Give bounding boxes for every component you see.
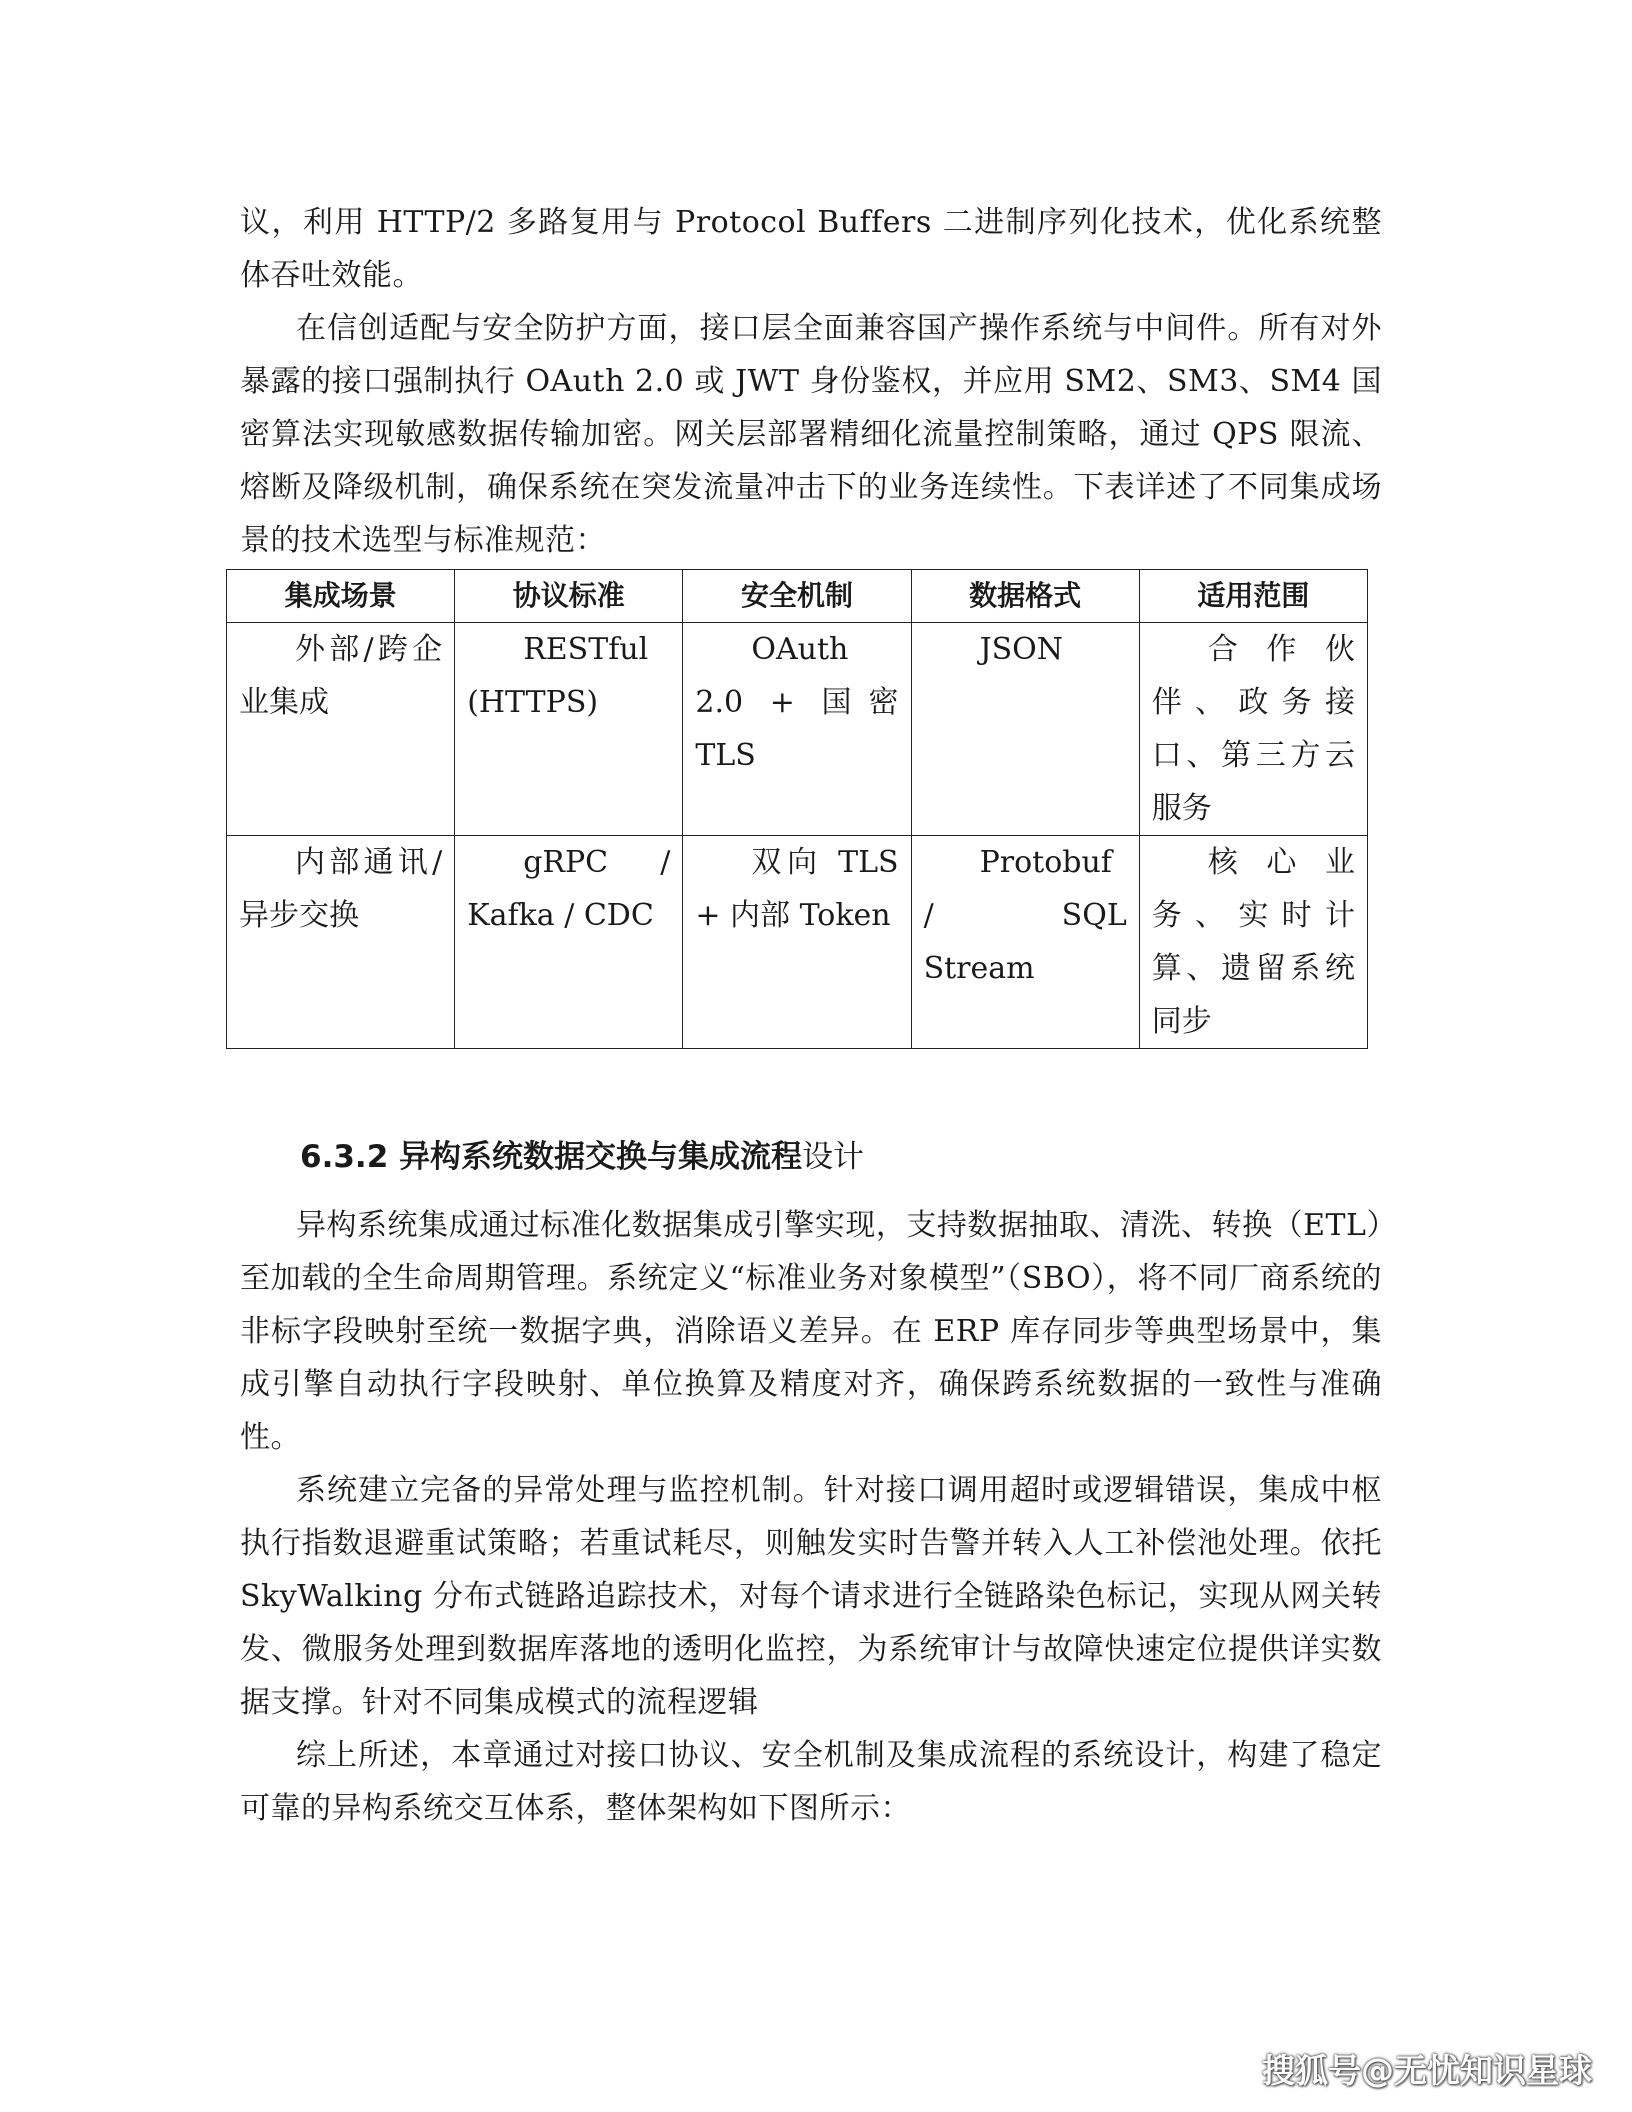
table-cell: 内部通讯/异步交换 (227, 836, 455, 1049)
table-cell: 双向 TLS + 内部 Token (683, 836, 911, 1049)
table-cell: 合作伙伴、政务接口、第三方云服务 (1139, 623, 1367, 836)
paragraph-summary: 综上所述，本章通过对接口协议、安全机制及集成流程的系统设计，构建了稳定可靠的异构系统交互体系，整体架构如下图所示： (240, 1738, 1382, 1826)
section-heading (300, 1133, 1382, 1181)
table-header-cell: 集成场景 (227, 570, 455, 623)
table-cell: RESTful (HTTPS) (455, 623, 683, 836)
table-row (227, 836, 1368, 1049)
watermark-text: 搜狐号@无忧知识星球 (1262, 2051, 1592, 2090)
section-title-normal: 设计 (802, 1139, 865, 1175)
document-page (240, 196, 1382, 1835)
table-cell: gRPC / Kafka / CDC (455, 836, 683, 1049)
table-cell: Protobuf / SQL Stream (911, 836, 1139, 1049)
table-cell: 外部/跨企业集成 (227, 623, 455, 836)
section-number: 6.3.2 (300, 1139, 389, 1175)
paragraph-security: 在信创适配与安全防护方面，接口层全面兼容国产操作系统与中间件。所有对外暴露的接口强制执行 OAuth 2.0 或 JWT 身份鉴权，并应用 SM2、SM3、SM4 国密算法实现敏感数据传输加密。网关层部署精细化流量控制策略，通过 QPS 限流、熔断及降级机制，确保系统在突发流量冲击下的业务连续性。下表详述了不同集成场景的技术选型与标准规范： (240, 311, 1382, 558)
table-header-cell: 适用范围 (1139, 570, 1367, 623)
table-header-cell: 安全机制 (683, 570, 911, 623)
table-header-cell: 数据格式 (911, 570, 1139, 623)
table-row (227, 623, 1368, 836)
table-cell: OAuth 2.0 + 国密 TLS (683, 623, 911, 836)
table-header-cell: 协议标准 (455, 570, 683, 623)
paragraph-continuation: 议，利用 HTTP/2 多路复用与 Protocol Buffers 二进制序列化技术，优化系统整体吞吐效能。 (240, 205, 1382, 293)
paragraph-monitoring: 系统建立完备的异常处理与监控机制。针对接口调用超时或逻辑错误，集成中枢执行指数退避重试策略；若重试耗尽，则触发实时告警并转入人工补偿池处理。依托 SkyWalking 分布式链路追踪技术，对每个请求进行全链路染色标记，实现从网关转发、微服务处理到数据库落地的透明化监控，为系统审计与故障快速定位提供详实数据支撑。针对不同集成模式的流程逻辑 (240, 1473, 1382, 1720)
integration-spec-table (226, 569, 1368, 1049)
table-cell: 核心业务、实时计算、遗留系统同步 (1139, 836, 1367, 1049)
paragraph-etl: 异构系统集成通过标准化数据集成引擎实现，支持数据抽取、清洗、转换（ETL）至加载的全生命周期管理。系统定义“标准业务对象模型”（SBO），将不同厂商系统的非标字段映射至统一数据字典，消除语义差异。在 ERP 库存同步等典型场景中，集成引擎自动执行字段映射、单位换算及精度对齐，确保跨系统数据的一致性与准确性。 (240, 1208, 1382, 1455)
section-title-bold: 异构系统数据交换与集成流程 (399, 1139, 803, 1175)
table-header-row (227, 570, 1368, 623)
table-cell: JSON (911, 623, 1139, 836)
